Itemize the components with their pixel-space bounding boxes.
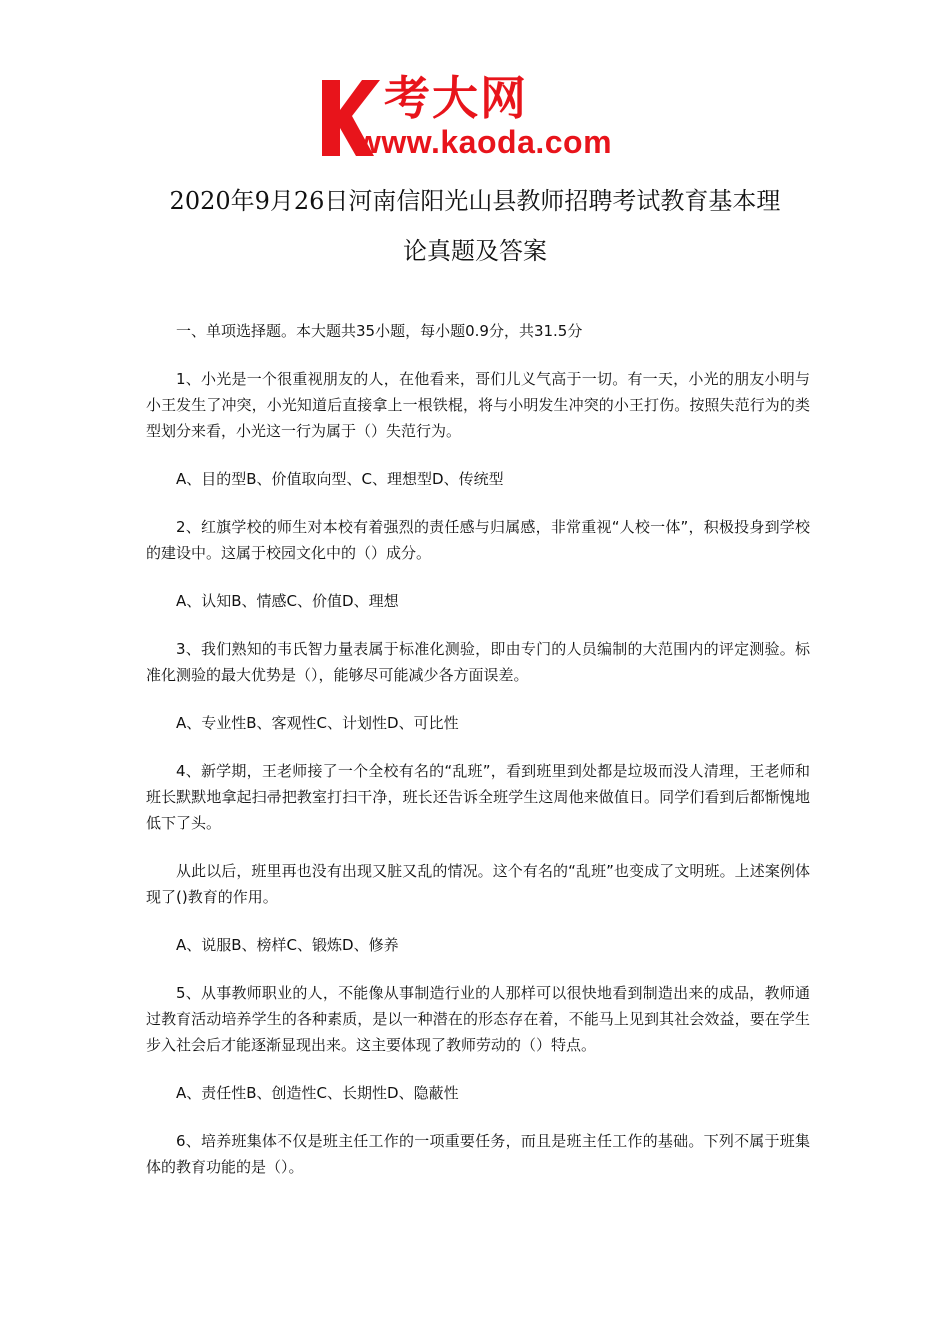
question-6: 6、培养班集体不仅是班主任工作的一项重要任务，而且是班主任工作的基础。下列不属于班集体的教育功能的是（）。: [146, 1132, 810, 1176]
question-5: 5、从事教师职业的人，不能像从事制造行业的人那样可以很快地看到制造出来的成品，教师通过教育活动培养学生的各种素质，是以一种潜在的形态存在着，不能马上见到其社会效益，要在学生步入社会后才能逐渐显现出来。这主要体现了教师劳动的（）特点。: [146, 984, 810, 1054]
section-heading: 一、单项选择题。本大题共35小题，每小题0.9分，共31.5分: [176, 322, 583, 340]
document-title: [95, 176, 855, 276]
question-4-continued: 从此以后，班里再也没有出现又脏又乱的情况。这个有名的“乱班”也变成了文明班。上述案例体现了()教育的作用。: [146, 862, 810, 906]
question-4-options: A、说服B、榜样C、锻炼D、修养: [176, 936, 399, 954]
question-2: 2、红旗学校的师生对本校有着强烈的责任感与归属感，非常重视“人校一体”，积极投身到学校的建设中。这属于校园文化中的（）成分。: [146, 518, 810, 562]
question-1: 1、小光是一个很重视朋友的人，在他看来，哥们儿义气高于一切。有一天，小光的朋友小明与小王发生了冲突，小光知道后直接拿上一根铁棍，将与小明发生冲突的小王打伤。按照失范行为的类型划分来看，小光这一行为属于（）失范行为。: [146, 370, 810, 440]
question-3: 3、我们熟知的韦氏智力量表属于标准化测验，即由专门的人员编制的大范围内的评定测验。标准化测验的最大优势是（），能够尽可能减少各方面误差。: [146, 640, 810, 684]
title-line-2: 论真题及答案: [403, 237, 547, 265]
logo-brand-text: 考大网: [384, 71, 528, 125]
question-5-options: A、责任性B、创造性C、长期性D、隐蔽性: [176, 1084, 459, 1102]
question-3-options: A、专业性B、客观性C、计划性D、可比性: [176, 714, 459, 732]
document-body: [146, 318, 810, 1180]
title-line-1: 2020年9月26日河南信阳光山县教师招聘考试教育基本理: [169, 187, 781, 215]
question-4: 4、新学期，王老师接了一个全校有名的“乱班”，看到班里到处都是垃圾而没人清理，王老师和班长默默地拿起扫帚把教室打扫干净，班长还告诉全班学生这周他来做值日。同学们看到后都惭愧地低下了头。: [146, 762, 810, 832]
logo-url-text: www.kaoda.com: [356, 124, 613, 160]
question-2-options: A、认知B、情感C、价值D、理想: [176, 592, 399, 610]
kaoda-logo: [318, 72, 648, 162]
question-1-options: A、目的型B、价值取向型、C、理想型D、传统型: [176, 470, 504, 488]
